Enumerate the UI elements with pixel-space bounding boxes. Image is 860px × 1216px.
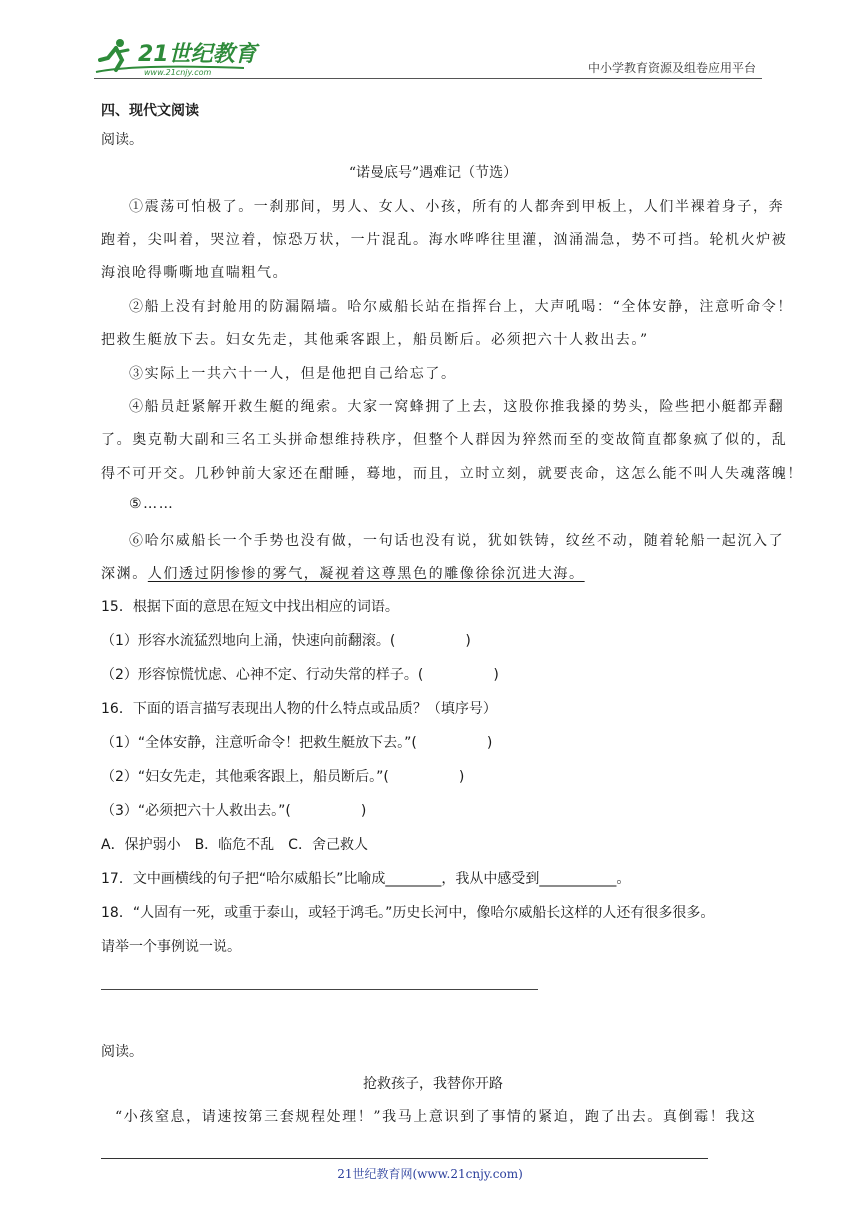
question-16: 16．下面的语言描写表现出人物的什么特点或品质？（填序号） [101, 701, 497, 717]
passage-line: 海浪呛得嘶嘶地直喘粗气。 [101, 265, 289, 281]
logo-url: www.21cnjy.com [144, 68, 212, 77]
underlined-sentence: 人们透过阴惨惨的雾气，凝视着这尊黑色的雕像徐徐沉进大海。 [147, 566, 585, 582]
passage-line: 了。奥克勒大副和三名工头拼命想维持秩序，但整个人群因为猝然而至的变故简直都象疯了似的，乱 [101, 432, 788, 448]
reading-instruction-2: 阅读。 [101, 1044, 143, 1060]
passage2-title: 抢救孩子，我替你开路 [363, 1076, 503, 1092]
passage2-line: “小孩窒息，请速按第三套规程处理！”我马上意识到了事情的紧迫，跑了出去。真倒霉！我这 [115, 1109, 757, 1125]
site-logo [94, 34, 274, 80]
question-18-cont: 请举一个事例说一说。 [101, 939, 241, 955]
passage-line: ④船员赶紧解开救生艇的绳索。大家一窝蜂拥了上去，这股你推我搡的势头，险些把小艇都弄翻 [129, 399, 785, 415]
platform-name: 中小学教育资源及组卷应用平台 [587, 61, 756, 75]
footer-divider [101, 1158, 708, 1159]
passage-text: 深渊。 [101, 566, 148, 582]
question-16-options: A．保护弱小 B．临危不乱 C．舍己救人 [101, 837, 368, 853]
reading-instruction: 阅读。 [101, 132, 143, 148]
question-18: 18．“人固有一死，或重于泰山，或轻于鸿毛。”历史长河中，像哈尔威船长这样的人还有很多很多。 [101, 905, 715, 921]
passage-line-last [101, 563, 585, 583]
question-15-1: （1）形容水流猛烈地向上涌，快速向前翻滚。( ) [101, 633, 471, 649]
question-15-2: （2）形容惊慌忧虑、心神不定、行动失常的样子。( ) [101, 667, 499, 683]
question-16-1: （1）“全体安静，注意听命令！把救生艇放下去。”( ) [101, 735, 493, 751]
page-footer: 21世纪教育网(www.21cnjy.com) [337, 1167, 523, 1181]
passage-line: 跑着，尖叫着，哭泣着，惊恐万状，一片混乱。海水哗哗往里灌，汹涌湍急，势不可挡。轮机火炉被 [101, 232, 788, 248]
question-15: 15．根据下面的意思在短文中找出相应的词语。 [101, 599, 399, 615]
question-17: 17．文中画横线的句子把“哈尔威船长”比喻成________，我从中感受到___________。 [101, 871, 631, 887]
passage-line: ②船上没有封舱用的防漏隔墙。哈尔威船长站在指挥台上，大声吼喝：“全体安静，注意听命令！ [129, 299, 793, 315]
passage-line: 得不可开交。几秒钟前大家还在酣睡，蓦地，而且，立时立刻，就要丧命，这怎么能不叫人失魂落魄！ [101, 466, 803, 482]
header-divider [94, 78, 762, 79]
passage-line: ⑤…… [129, 496, 175, 512]
passage-title: “诺曼底号”遇难记（节选） [348, 165, 518, 181]
page-header [94, 34, 762, 80]
passage-line: ⑥哈尔威船长一个手势也没有做，一句话也没有说，犹如铁铸，纹丝不动，随着轮船一起沉入了 [129, 533, 785, 549]
logo-text: 21世纪教育 [138, 42, 257, 67]
passage-line: ③实际上一共六十一人，但是他把自己给忘了。 [129, 366, 457, 382]
passage-line: 把救生艇放下去。妇女先走，其他乘客跟上，船员断后。必须把六十人救出去。” [101, 332, 649, 348]
question-16-2: （2）“妇女先走，其他乘客跟上，船员断后。”( ) [101, 769, 465, 785]
answer-line [101, 989, 538, 990]
section-title: 四、现代文阅读 [101, 103, 199, 119]
passage-line: ①震荡可怕极了。一刹那间，男人、女人、小孩，所有的人都奔到甲板上，人们半裸着身子，奔 [129, 199, 785, 215]
question-16-3: （3）“必须把六十人救出去。”( ) [101, 803, 367, 819]
